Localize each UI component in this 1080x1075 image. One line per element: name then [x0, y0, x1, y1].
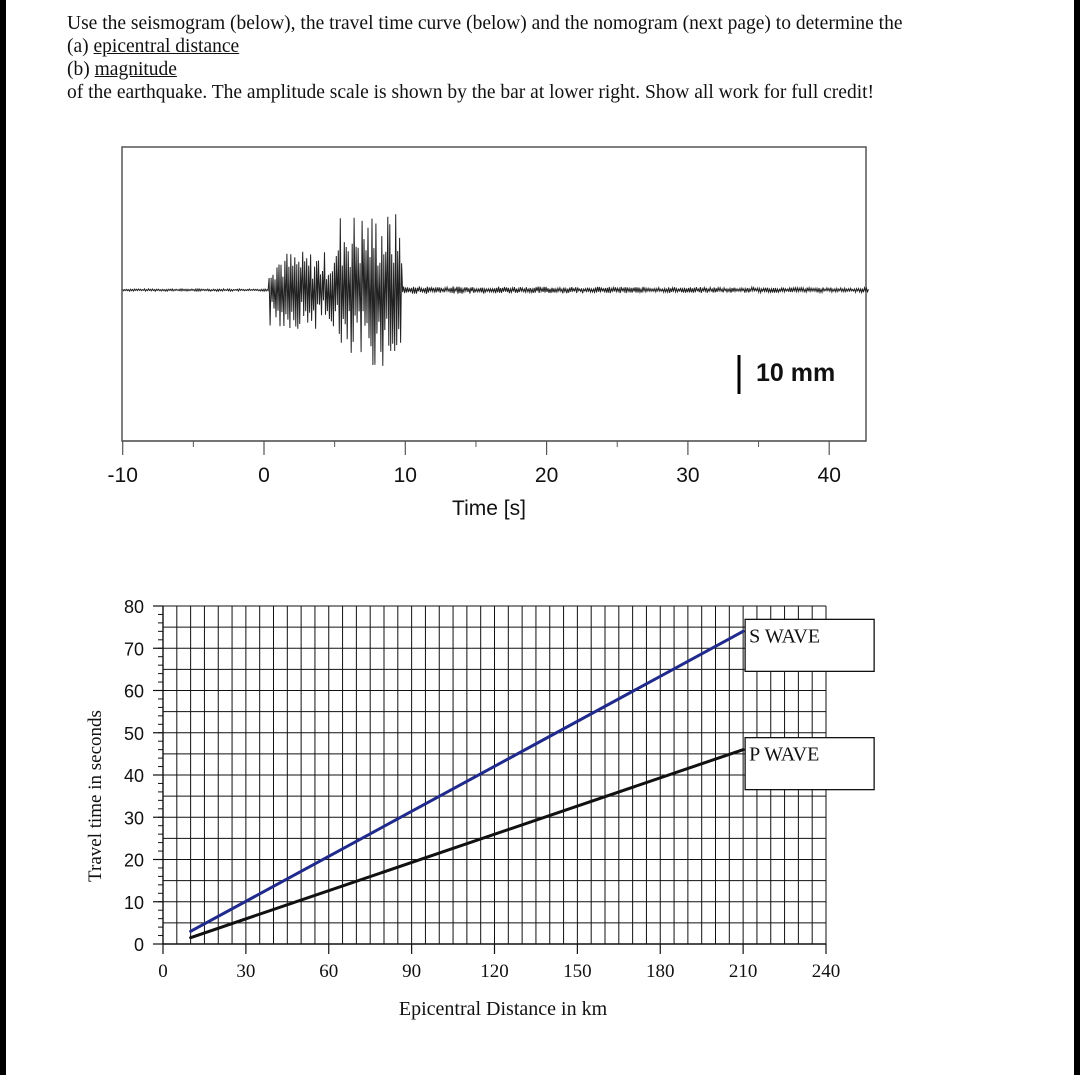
amplitude-scale-label: 10 mm — [756, 359, 836, 387]
travel-time-y-label: Travel time in seconds — [85, 710, 106, 882]
item-a-prefix: (a) — [67, 36, 94, 57]
y-tick-label: 0 — [133, 935, 144, 955]
x-tick-label: 120 — [480, 961, 509, 982]
seismogram-tick-label: 10 — [393, 464, 417, 487]
s-wave-label: S WAVE — [749, 625, 821, 648]
p-wave-label: P WAVE — [749, 743, 820, 766]
item-b-text: magnitude — [94, 59, 177, 80]
x-tick-label: 210 — [728, 961, 758, 982]
seismogram-tick-label: 20 — [534, 464, 559, 487]
seismogram-tick-label: -10 — [107, 464, 138, 487]
x-tick-label: 0 — [158, 961, 168, 982]
y-tick-label: 70 — [123, 639, 144, 660]
seismogram-tick-label: 30 — [676, 464, 700, 487]
travel-time-x-label: Epicentral Distance in km — [398, 998, 608, 1020]
seismogram-frame — [122, 147, 866, 441]
seismogram-x-axis — [108, 441, 866, 487]
y-tick-label: 50 — [123, 723, 144, 744]
y-tick-label: 30 — [123, 808, 144, 829]
travel-time-legend — [745, 619, 874, 789]
seismogram-chart — [108, 147, 869, 520]
y-tick-label: 20 — [123, 850, 144, 871]
y-tick-label: 60 — [123, 681, 144, 702]
seismogram-tick-label: 40 — [817, 464, 841, 487]
x-tick-label: 60 — [319, 961, 339, 982]
x-tick-label: 90 — [402, 961, 422, 982]
x-tick-label: 240 — [811, 961, 841, 982]
seismogram-x-label: Time [s] — [452, 497, 526, 520]
item-b-prefix: (b) — [67, 59, 95, 80]
seismogram-tick-label: 0 — [258, 464, 270, 487]
instructions-line-4: of the earthquake. The amplitude scale is shown by the bar at lower right. Show all work for full credit! — [67, 82, 875, 103]
x-tick-label: 30 — [236, 961, 256, 982]
x-tick-label: 150 — [563, 961, 592, 982]
item-a-text: epicentral distance — [93, 36, 240, 57]
travel-time-chart — [85, 597, 874, 1020]
y-tick-label: 80 — [123, 597, 144, 617]
y-tick-label: 10 — [123, 892, 144, 913]
y-tick-label: 40 — [123, 766, 144, 786]
x-tick-label: 180 — [646, 961, 675, 982]
instructions-line-1: Use the seismogram (below), the travel time curve (below) and the nomogram (next page) to determine the — [67, 13, 903, 34]
